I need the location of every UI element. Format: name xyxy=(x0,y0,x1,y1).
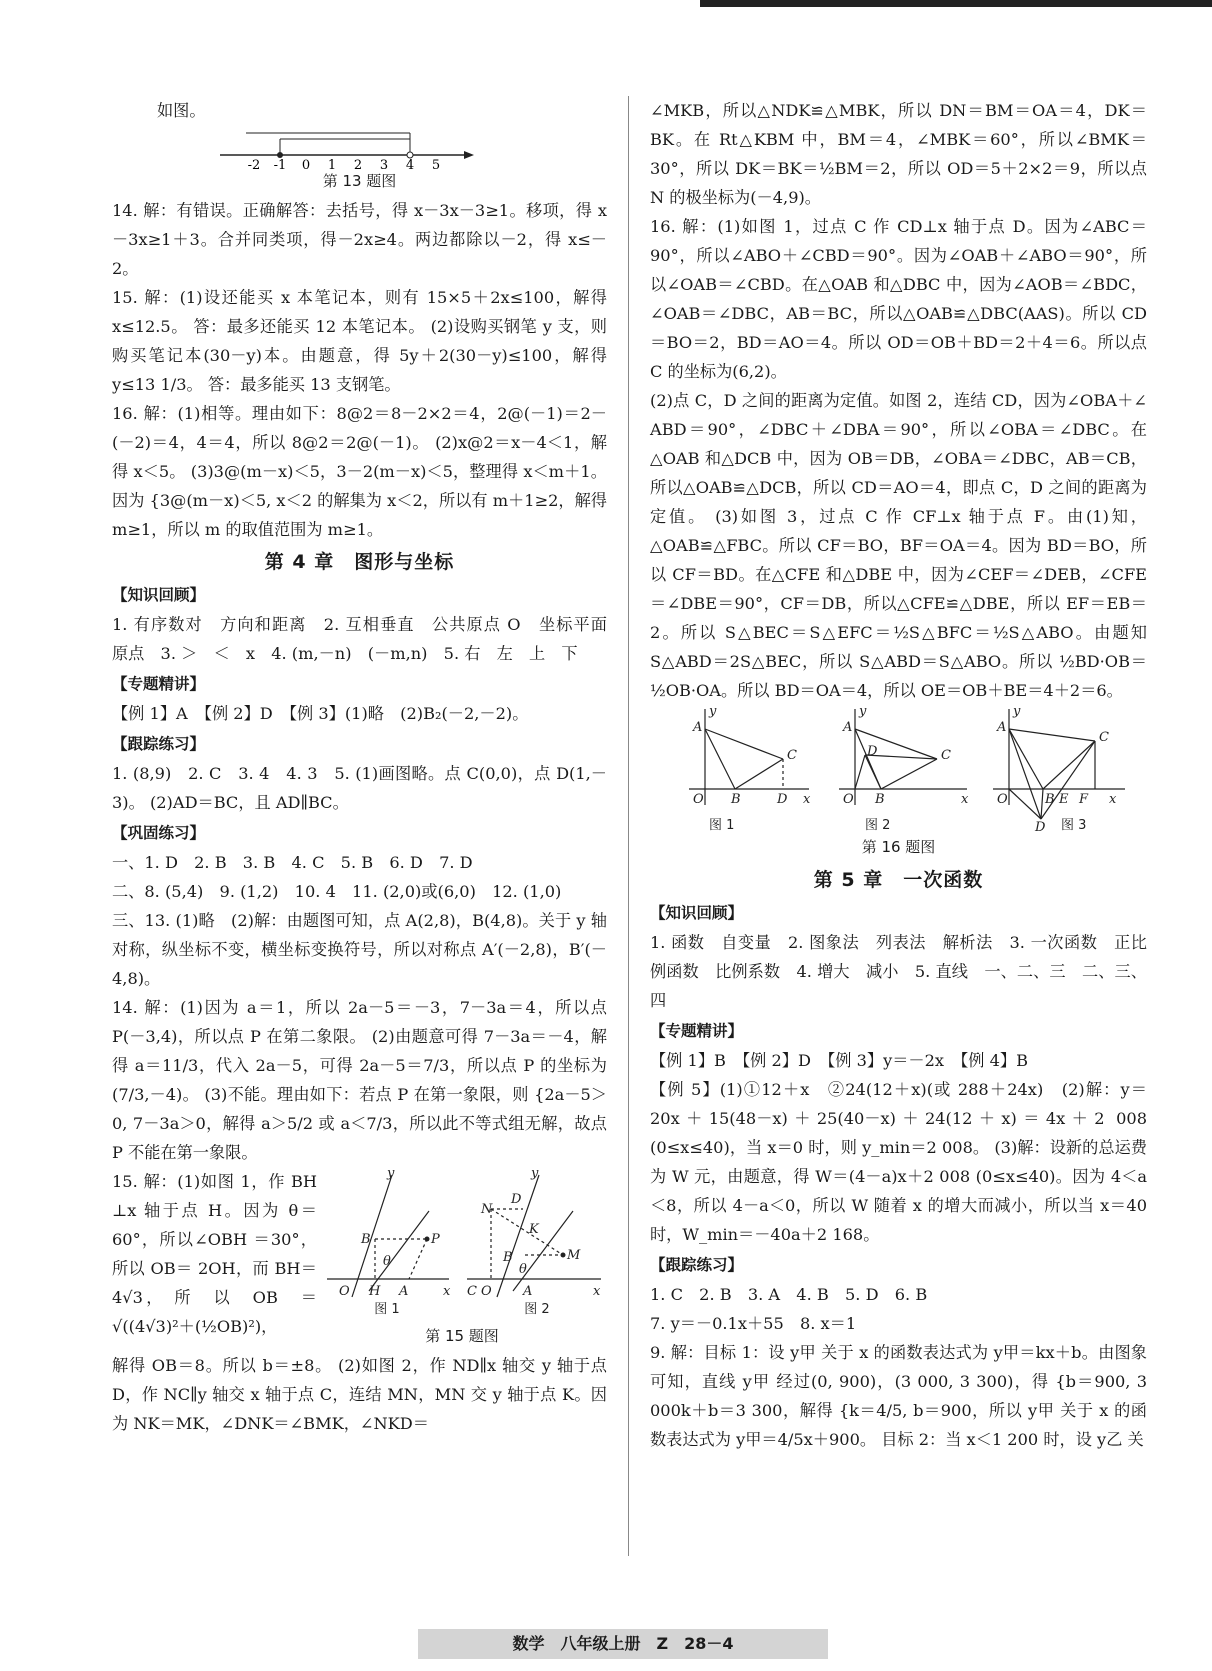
figure-15-diagrams xyxy=(317,1167,607,1317)
svg-text:x: x xyxy=(802,792,810,807)
section-heading: 【跟踪练习】 xyxy=(650,1256,744,1274)
svg-text:B: B xyxy=(361,1232,371,1247)
tick-label: -1 xyxy=(273,158,286,169)
svg-text:x: x xyxy=(593,1284,601,1299)
fig-label: 图 2 xyxy=(524,1302,550,1317)
svg-text:A: A xyxy=(692,720,702,735)
answer-16-part1: 16. 解：(1)如图 1，过点 C 作 CD⊥x 轴于点 D。因为∠ABC＝90°，所以∠ABO＋∠CBD＝90°。因为∠OAB＋∠ABO＝90°，所以∠OAB＝∠CBD。在△OAB 和△DBC 中，因为∠AOB＝∠BDC，∠OAB＝∠DBC，AB＝BC，所以△OAB≌△DBC(AAS)。所以 CD＝BO＝2，BD＝AO＝4。所以 OD＝OB＋BD＝2＋4＝6。所以点 C 的坐标为(6,2)。 xyxy=(650,217,1147,381)
consolidation-3: 三、13. (1)略 (2)解：由题图可知，点 A(2,8)，B(4,8)。关于 y 轴对称，纵坐标不变，横坐标变换符号，所以对称点 A′(－2,8)，B′(－4,8)。 xyxy=(112,911,607,988)
figure-16-diagrams xyxy=(669,705,1129,833)
svg-text:D: D xyxy=(1034,820,1045,833)
track-answers-2: 7. y＝－0.1x＋55 8. x＝1 xyxy=(650,1314,857,1333)
fig-label: 图 1 xyxy=(374,1302,400,1317)
left-column xyxy=(112,96,624,1438)
tick-label: 1 xyxy=(327,158,336,169)
svg-text:C: C xyxy=(940,748,951,763)
svg-text:x: x xyxy=(1108,792,1116,807)
svg-text:C: C xyxy=(467,1284,477,1299)
svg-text:O: O xyxy=(339,1284,350,1299)
svg-text:y: y xyxy=(708,705,716,719)
section-heading: 【专题精讲】 xyxy=(112,675,206,693)
tick-label: 5 xyxy=(431,158,440,169)
answer-15b-text: 15. 解：(1)如图 1，作 BH ⊥x 轴于点 H。因为 θ＝60°，所以∠OBH ＝30°，所以 OB＝ 2OH，而 BH＝4√3， 所 以 OB ＝ √((4√3)²＋(½OB)²)， xyxy=(112,1172,317,1336)
page-footer: 数学 八年级上册 Z 28－4 xyxy=(418,1629,828,1659)
chapter-5-title: 第 5 章 一次函数 xyxy=(813,869,984,891)
tick-label: 3 xyxy=(379,158,388,169)
svg-text:A: A xyxy=(842,720,852,735)
svg-text:O: O xyxy=(692,792,704,807)
svg-text:D: D xyxy=(511,1192,522,1207)
fig-label: 图 2 xyxy=(864,818,890,833)
chapter-4-title: 第 4 章 图形与坐标 xyxy=(264,551,455,573)
section-heading: 【知识回顾】 xyxy=(112,586,206,604)
svg-text:x: x xyxy=(443,1284,451,1299)
fig-label: 图 3 xyxy=(1060,818,1086,833)
svg-text:B: B xyxy=(730,792,741,807)
svg-text:C: C xyxy=(786,748,797,763)
svg-text:C: C xyxy=(1098,730,1109,745)
review-answers: 1. 有序数对 方向和距离 2. 互相垂直 公共原点 O 坐标平面 原点 3. ＞ ＜ x 4. (m,－n) (－m,n) 5. 右 左 上 下 xyxy=(112,615,624,663)
track-answers: 1. (8,9) 2. C 3. 4 4. 3 5. (1)画图略。点 C(0,0)，点 D(1,－3)。 (2)AD＝BC，且 AD∥BC。 xyxy=(112,764,607,812)
svg-text:F: F xyxy=(1078,792,1088,807)
svg-text:y: y xyxy=(1012,705,1020,719)
svg-text:K: K xyxy=(529,1222,539,1237)
svg-text:M: M xyxy=(567,1248,581,1263)
answer-14: 14. 解：有错误。正确解答：去括号，得 x－3x－3≥1。移项，得 x－3x≥1＋3。合并同类项，得－2x≥4。两边都除以－2，得 x≤－2。 xyxy=(112,201,607,278)
svg-text:θ: θ xyxy=(383,1254,391,1269)
fig-label: 图 1 xyxy=(708,818,734,833)
tick-label: 4 xyxy=(405,158,414,169)
answer-16: 16. 解：(1)相等。理由如下：8@2＝8－2×2＝4，2@(－1)＝2－(－2)＝4，4＝4，所以 8@2＝2@(－1)。 (2)x@2＝x－4＜1，解得 x＜5。 (3)3@(m－x)＜5，3－2(m－x)＜5，整理得 x＜m＋1。因为 {3@(m－x)＜5, x＜2 的解集为 x＜2，所以有 m＋1≥2，解得 m≥1，所以 m 的取值范围为 m≥1。 xyxy=(112,404,607,539)
svg-text:A: A xyxy=(523,1284,533,1299)
review-answers: 1. 函数 自变量 2. 图象法 列表法 解析法 3. 一次函数 正比例函数 比例系数 4. 增大 减小 5. 直线 一、二、三 二、三、四 xyxy=(650,933,1147,1010)
top-edge-bar xyxy=(700,0,1212,7)
svg-text:x: x xyxy=(960,792,968,807)
focus-answers: 【例 1】A 【例 2】D 【例 3】(1)略 (2)B₂(－2,－2)。 xyxy=(112,704,529,723)
svg-text:y: y xyxy=(858,705,866,719)
section-heading: 【跟踪练习】 xyxy=(112,735,206,753)
answer-15: 15. 解：(1)设还能买 x 本笔记本，则有 15×5＋2x≤100，解得 x≤12.5。 答：最多还能买 12 本笔记本。 (2)设购买钢笔 y 支，则购买笔记本(30－y)本。由题意，得 5y＋2(30－y)≤100，解得 y≤13 1/3。 答：最多能买 13 支钢笔。 xyxy=(112,288,607,394)
column-divider xyxy=(628,96,629,1556)
figure-caption: 第 16 题图 xyxy=(861,838,936,856)
track-answers-3: 9. 解：目标 1：设 y甲 关于 x 的函数表达式为 y甲＝kx＋b。由图象可知，直线 y甲 经过(0, 900)，(3 000, 3 300)，得 {b＝900, 3 000k＋b＝3 300，解得 {k＝4/5, b＝900，所以 y甲 关于 x 的函数表达式为 y甲＝4/5x＋900。 目标 2：当 x＜1 200 时，设 y乙 关 xyxy=(650,1343,1147,1449)
track-answers-1: 1. C 2. B 3. A 4. B 5. D 6. B xyxy=(650,1285,928,1304)
focus-answers-1: 【例 1】B 【例 2】D 【例 3】y＝－2x 【例 4】B xyxy=(650,1051,1029,1070)
svg-text:H: H xyxy=(369,1284,381,1299)
svg-text:B: B xyxy=(874,792,885,807)
svg-text:y: y xyxy=(387,1167,395,1181)
figure-caption: 第 13 题图 xyxy=(322,172,397,190)
intro-text: 如图。 xyxy=(157,101,206,120)
answer-15-continued: ∠MKB，所以△NDK≌△MBK，所以 DN＝BM＝OA＝4，DK＝BK。在 Rt△KBM 中，BM＝4，∠MBK＝60°，所以∠BMK＝30°，所以 DK＝BK＝½BM＝2，所以 OD＝5＋2×2＝9，所以点 N 的极坐标为(－4,9)。 xyxy=(650,101,1147,207)
section-heading: 【知识回顾】 xyxy=(650,904,744,922)
svg-text:O: O xyxy=(996,792,1008,807)
answer-14b: 14. 解：(1)因为 a＝1，所以 2a－5＝－3，7－3a＝4，所以点 P(－3,4)，所以点 P 在第二象限。 (2)由题意可得 7－3a＝－4，解得 a＝11/3，代入 2a－5，可得 2a－5＝7/3，所以点 P 的坐标为(7/3,－4)。 (3)不能。理由如下：若点 P 在第一象限，则 {2a－5＞0, 7－3a＞0，解得 a＞5/2 或 a＜7/3，所以此不等式组无解，故点 P 不能在第一象限。 xyxy=(112,998,607,1162)
svg-text:B: B xyxy=(1044,792,1055,807)
svg-text:B: B xyxy=(503,1250,513,1265)
answer-15b-rest: 解得 OB＝8。所以 b＝±8。 (2)如图 2，作 ND∥x 轴交 y 轴于点 D，作 NC∥y 轴交 x 轴于点 C，连结 MN，MN 交 y 轴于点 K。因为 NK＝MK，∠DNK＝∠BMK，∠NKD＝ xyxy=(112,1356,607,1433)
svg-text:D: D xyxy=(866,744,877,759)
svg-text:O: O xyxy=(481,1284,492,1299)
number-line-figure xyxy=(210,125,510,169)
figure-caption: 第 15 题图 xyxy=(425,1327,499,1345)
svg-text:y: y xyxy=(531,1167,539,1181)
svg-text:P: P xyxy=(431,1232,440,1247)
right-column xyxy=(650,96,1147,1454)
figure-15 xyxy=(317,1167,607,1351)
section-heading: 【巩固练习】 xyxy=(112,824,206,842)
svg-text:A: A xyxy=(399,1284,409,1299)
focus-answers-2: 【例 5】(1)①12＋x ②24(12＋x)(或 288＋24x) (2)解：y＝20x＋15(48－x)＋25(40－x)＋24(12＋x)＝4x＋2 008 (0≤x≤40)，当 x＝0 时，则 y_min＝2 008。 (3)解：设新的总运费为 W 元，由题意，得 W＝(4－a)x＋2 008 (0≤x≤40)。因为 4＜a＜8，所以 4－a＜0，所以 W 随着 x 的增大而减小，所以当 x＝40 时，W_min＝－40a＋2 168。 xyxy=(650,1080,1147,1244)
svg-text:D: D xyxy=(776,792,787,807)
svg-text:O: O xyxy=(842,792,854,807)
svg-text:A: A xyxy=(996,720,1006,735)
svg-text:N: N xyxy=(481,1202,493,1217)
section-heading: 【专题精讲】 xyxy=(650,1022,744,1040)
tick-label: 2 xyxy=(353,158,362,169)
answer-16-part2: (2)点 C，D 之间的距离为定值。如图 2，连结 CD，因为∠OBA＋∠ ABD＝90°，∠DBC＋∠DBA＝90°，所以∠OBA＝∠DBC。在△OAB 和△DCB 中，因为 OB＝DB，∠OBA＝∠DBC，AB＝CB，所以△OAB≌△DCB，所以 CD＝AO＝4，即点 C，D 之间的距离为定值。 (3)如图 3，过点 C 作 CF⊥x 轴于点 F。由(1)知，△OAB≌△FBC。所以 CF＝BO，BF＝OA＝4。因为 BD＝BO，所以 CF＝BD。在△CFE 和△DBE 中，因为∠CEF＝∠DEB，∠CFE＝∠DBE＝90°，CF＝DB，所以△CFE≌△DBE，所以 EF＝EB＝2。所以 S△BEC＝S△EFC＝½S△BFC＝½S△ABO。由题知 S△ABD＝2S△BEC，所以 S△ABD＝S△ABO。所以 ½BD·OB＝½OB·OA。所以 BD＝OA＝4，所以 OE＝OB＋BE＝4＋2＝6。 xyxy=(650,391,1147,700)
svg-text:E: E xyxy=(1058,792,1068,807)
svg-text:θ: θ xyxy=(519,1262,527,1277)
consolidation-1: 一、1. D 2. B 3. B 4. C 5. B 6. D 7. D xyxy=(112,853,473,872)
tick-label: 0 xyxy=(301,158,310,169)
consolidation-2: 二、8. (5,4) 9. (1,2) 10. 4 11. (2,0)或(6,0) 12. (1,0) xyxy=(112,882,562,901)
tick-label: -2 xyxy=(247,158,260,169)
